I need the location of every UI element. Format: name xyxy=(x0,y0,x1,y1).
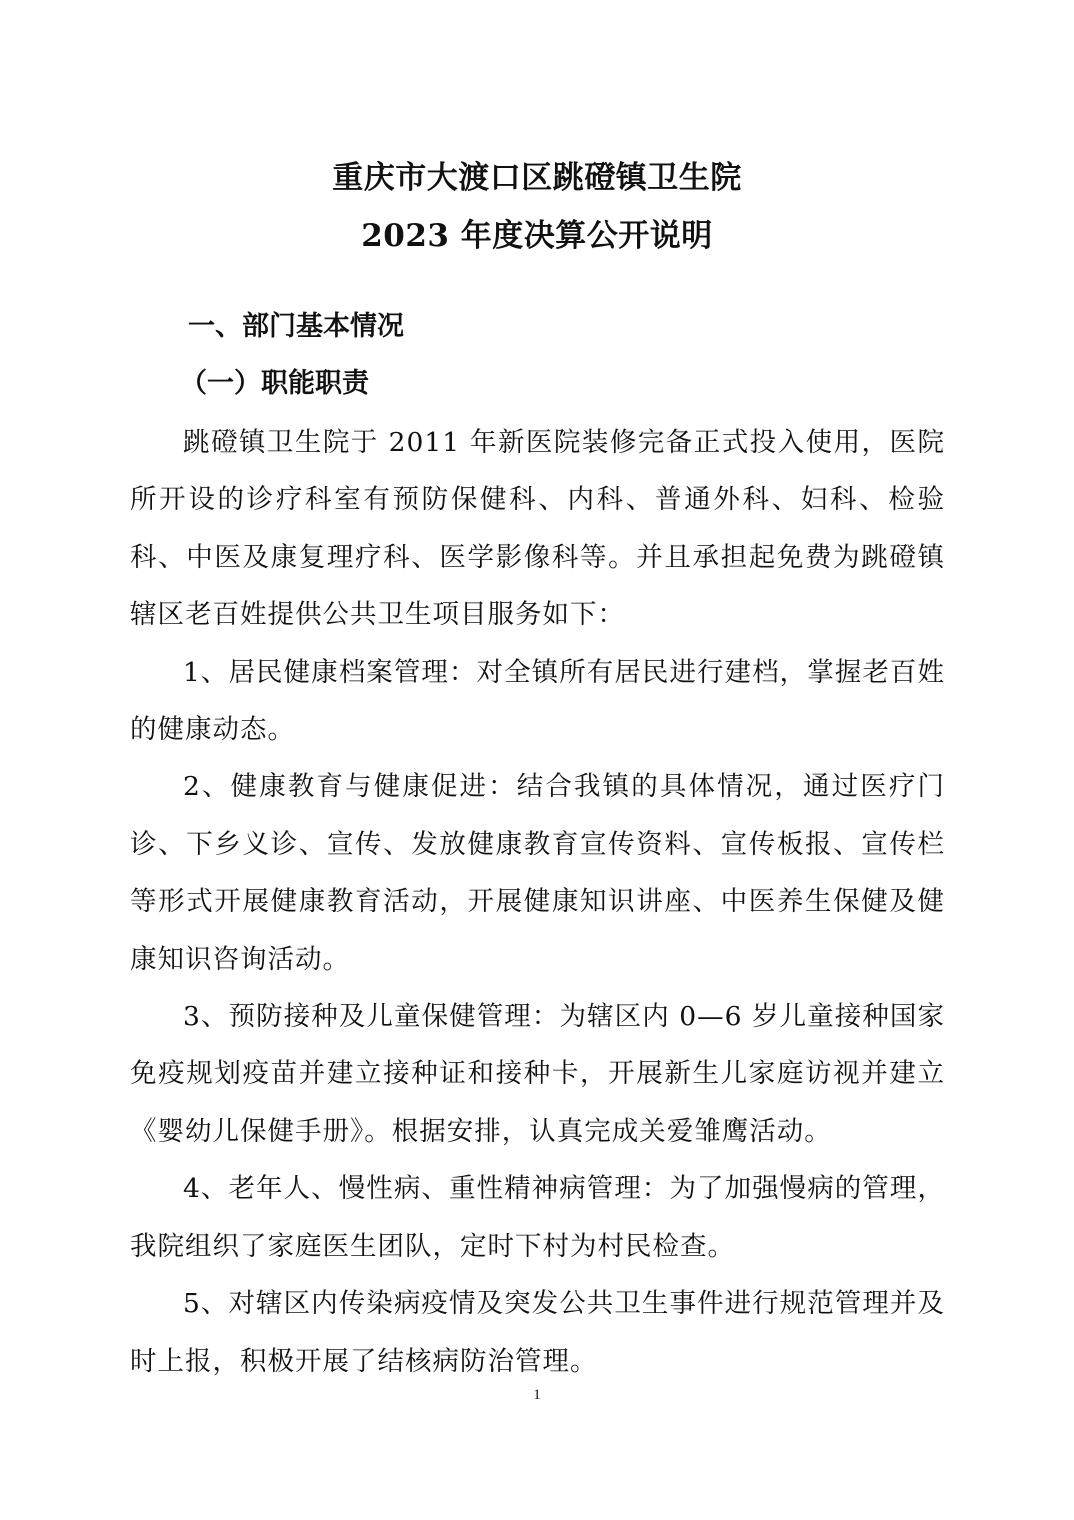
subsection-heading-duties: （一）职能职责 xyxy=(180,368,369,399)
paragraph-item-5: 5、对辖区内传染病疫情及突发公共卫生事件进行规范管理并及时上报，积极开展了结核病防治管理。 xyxy=(130,1288,945,1377)
document-title-line1: 重庆市大渡口区跳磴镇卫生院 xyxy=(332,160,742,196)
document-body xyxy=(130,414,945,1390)
paragraph-item-3: 3、预防接种及儿童保健管理：为辖区内 0—6 岁儿童接种国家免疫规划疫苗并建立接种证和接种卡，开展新生儿家庭访视并建立《婴幼儿保健手册》。根据安排，认真完成关爱雏鹰活动。 xyxy=(130,1001,945,1147)
paragraph-item-4: 4、老年人、慢性病、重性精神病管理：为了加强慢病的管理，我院组织了家庭医生团队，定时下村为村民检查。 xyxy=(130,1173,945,1262)
paragraph-item-2: 2、健康教育与健康促进：结合我镇的具体情况，通过医疗门诊、下乡义诊、宣传、发放健康教育宣传资料、宣传板报、宣传栏等形式开展健康教育活动，开展健康知识讲座、中医养生保健及健康知识咨询活动。 xyxy=(130,771,945,975)
page-number: 1 xyxy=(533,1387,541,1403)
document-title-line2: 2023 年度决算公开说明 xyxy=(361,218,713,254)
paragraph-item-1: 1、居民健康档案管理：对全镇所有居民进行建档，掌握老百姓的健康动态。 xyxy=(130,656,945,746)
section-heading-basic-info: 一、部门基本情况 xyxy=(188,311,404,342)
paragraph-intro: 跳磴镇卫生院于 2011 年新医院装修完备正式投入使用，医院所开设的诊疗科室有预防保健科、内科、普通外科、妇科、检验科、中医及康复理疗科、医学影像科等。并且承担起免费为跳磴镇辖区老百姓提供公共卫生项目服务如下： xyxy=(130,427,945,631)
